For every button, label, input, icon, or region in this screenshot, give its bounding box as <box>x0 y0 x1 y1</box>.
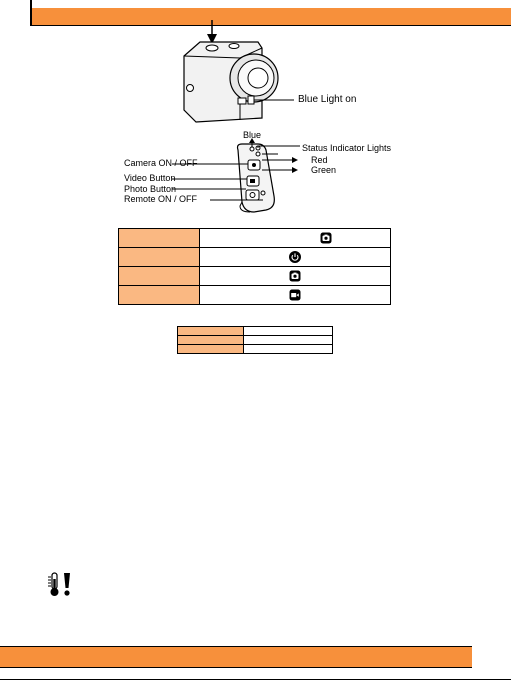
video-icon <box>289 289 301 301</box>
mode-table <box>118 228 391 305</box>
blue-label: Blue <box>243 130 262 140</box>
table-value-cell <box>200 267 391 286</box>
table-value-cell <box>200 248 391 267</box>
camera-icon <box>320 232 332 244</box>
footer-rule <box>0 679 511 680</box>
table-value-cell <box>200 286 391 305</box>
table-value-cell <box>244 345 333 354</box>
table-value-cell <box>244 336 333 345</box>
table-row <box>178 336 333 345</box>
remote-onoff-label: Remote ON / OFF <box>124 194 198 204</box>
table-row <box>119 248 391 267</box>
video-button-label: Video Button <box>124 173 176 183</box>
temperature-warning-icon <box>46 571 74 599</box>
table-row <box>119 229 391 248</box>
red-label: Red <box>311 155 328 165</box>
table-row <box>178 327 333 336</box>
table-value-cell <box>244 327 333 336</box>
table-key-cell <box>178 345 244 354</box>
blue-light-label: Blue Light on <box>298 94 357 105</box>
table-value-cell <box>200 229 391 248</box>
green-label: Green <box>311 165 337 175</box>
table-key-cell <box>119 229 200 248</box>
table-row <box>119 286 391 305</box>
status-indicator-label: Status Indicator Lights <box>302 143 392 153</box>
table-key-cell <box>119 248 200 267</box>
table-key-cell <box>178 327 244 336</box>
table-key-cell <box>178 336 244 345</box>
footer-bar <box>0 646 472 668</box>
camera-illustration <box>176 18 366 126</box>
table-key-cell <box>119 286 200 305</box>
table-row <box>178 345 333 354</box>
power-icon <box>289 251 301 263</box>
small-table <box>177 326 333 354</box>
camera-onoff-label: Camera ON / OFF <box>124 158 198 168</box>
photo-icon <box>289 270 301 282</box>
table-key-cell <box>119 267 200 286</box>
photo-button-label: Photo Button <box>124 184 177 194</box>
table-row <box>119 267 391 286</box>
header-edge <box>30 0 32 8</box>
